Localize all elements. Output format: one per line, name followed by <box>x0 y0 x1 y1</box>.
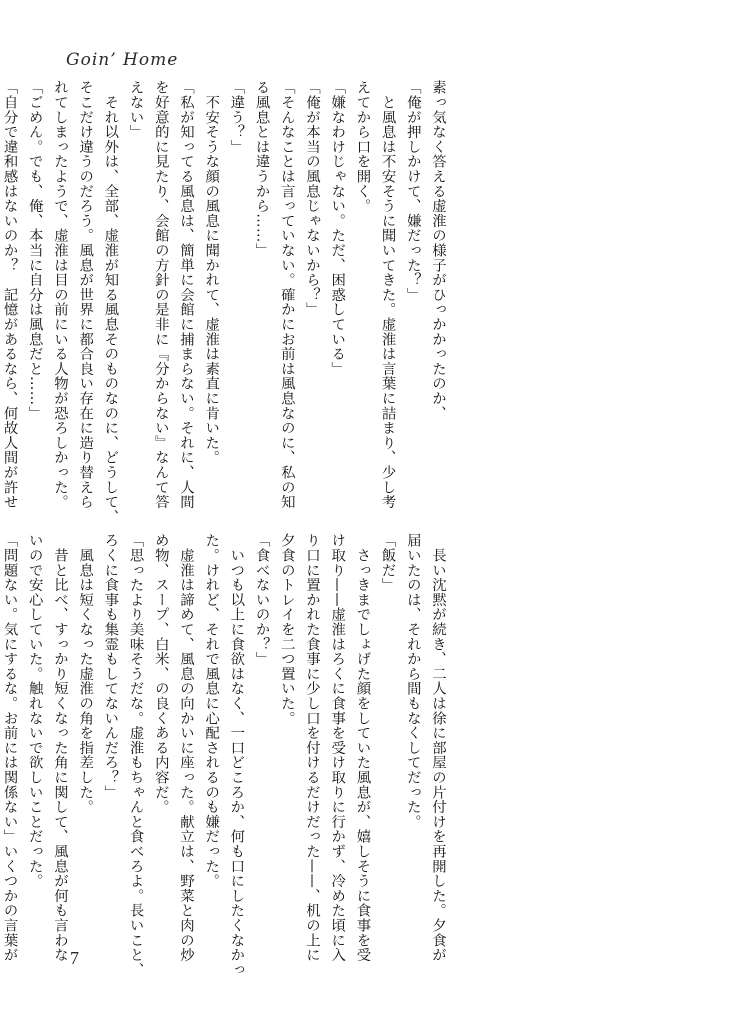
text-line: 「俺が本当の風息じゃないから？」 <box>303 80 320 317</box>
text-line: いつも以上に食欲はなく、一口どころか、何も口にしたくなかっ <box>228 533 245 977</box>
text-line: 虚淮は諦めて、風息の向かいに座った。献立は、野菜と肉の炒 <box>177 533 194 963</box>
text-line: いので安心していた。触れないで欲しいことだった。 <box>26 533 43 889</box>
text-line: 夕食のトレイを二つ置いた。 <box>278 533 295 726</box>
text-line: 「嫌なわけじゃない。ただ、困惑している」 <box>329 80 346 376</box>
text-line: め物、スープ、白米、の良くある内容だ。 <box>152 533 169 815</box>
text-line: 風息は短くなった虚淮の角を指差した。 <box>77 533 94 815</box>
lower-text-block <box>1 533 450 977</box>
text-line: 「そんなことは言っていない。確かにお前は風息なのに、私の知 <box>278 80 295 510</box>
text-line: ろくに食事も集霊もしてないんだろ？」 <box>102 533 119 800</box>
text-line: 「飯だ」 <box>379 533 396 593</box>
text-line: 長い沈黙が続き、二人は徐に部屋の片付けを再開した。夕食が <box>430 533 446 963</box>
text-line: た。けれど、それで風息に心配されるのも嫌だった。 <box>203 533 220 889</box>
text-line: を好意的に見たり、会館の方針の是非に『分からない』なんて答 <box>152 80 169 510</box>
text-line: さっきまでしょげた顔をしていた風息が、嬉しそうに食事を受 <box>354 533 371 963</box>
text-line: 「自分で違和感はないのか？ 記憶があるなら、何故人間が許せ <box>1 80 18 510</box>
text-line: えない」 <box>127 80 144 140</box>
text-line: 「俺が押しかけて、嫌だった？」 <box>404 80 421 302</box>
text-line: 「私が知ってる風息は、簡単に会館に捕まらない。それに、人間 <box>177 80 194 510</box>
running-title: Goin’ Home <box>66 50 179 70</box>
text-line: 「問題ない。気にするな。お前には関係ない」いくつかの言葉が <box>1 533 18 963</box>
text-line: 「思ったより美味そうだな。虚淮もちゃんと食べろよ。長いこと、 <box>127 533 144 977</box>
text-line: け取り——虚淮はろくに食事を受け取りに行かず、冷めた頃に入 <box>329 533 346 963</box>
text-line: それ以外は、全部、虚淮が知る風息そのものなのに、どうして、 <box>102 80 119 524</box>
text-line: れてしまったようで、虚淮は目の前にいる人物が恐ろしかった。 <box>51 80 68 510</box>
text-line: 昔と比べ、すっかり短くなった角に関して、風息が何も言わな <box>51 533 68 963</box>
text-line: 不安そうな顔の風息に聞かれて、虚淮は素直に肯いた。 <box>203 80 220 465</box>
text-line: そこだけ違うのだろう。風息が世界に都合良い存在に造り替えら <box>77 80 94 510</box>
text-line: 届いたのは、それから間もなくしてだった。 <box>404 533 421 829</box>
text-line: 「ごめん。でも、俺、本当に自分は風息だと……」 <box>26 80 43 421</box>
text-line: 素っ気なく答える虚淮の様子がひっかかったのか、 <box>430 80 446 421</box>
text-line: 「違う？」 <box>228 80 245 154</box>
page-number: 7 <box>70 948 79 968</box>
text-line: る風息とは違うから……」 <box>253 80 270 258</box>
text-line: り口に置かれた食事に少し口を付けるだけだった——、机の上に <box>303 533 320 963</box>
text-line: 「食べないのか？」 <box>253 533 270 667</box>
text-line: と風息は不安そうに聞いてきた。虚淮は言葉に詰まり、少し考 <box>379 80 396 510</box>
upper-text-block <box>1 80 450 524</box>
text-line: えてから口を開く。 <box>354 80 371 214</box>
